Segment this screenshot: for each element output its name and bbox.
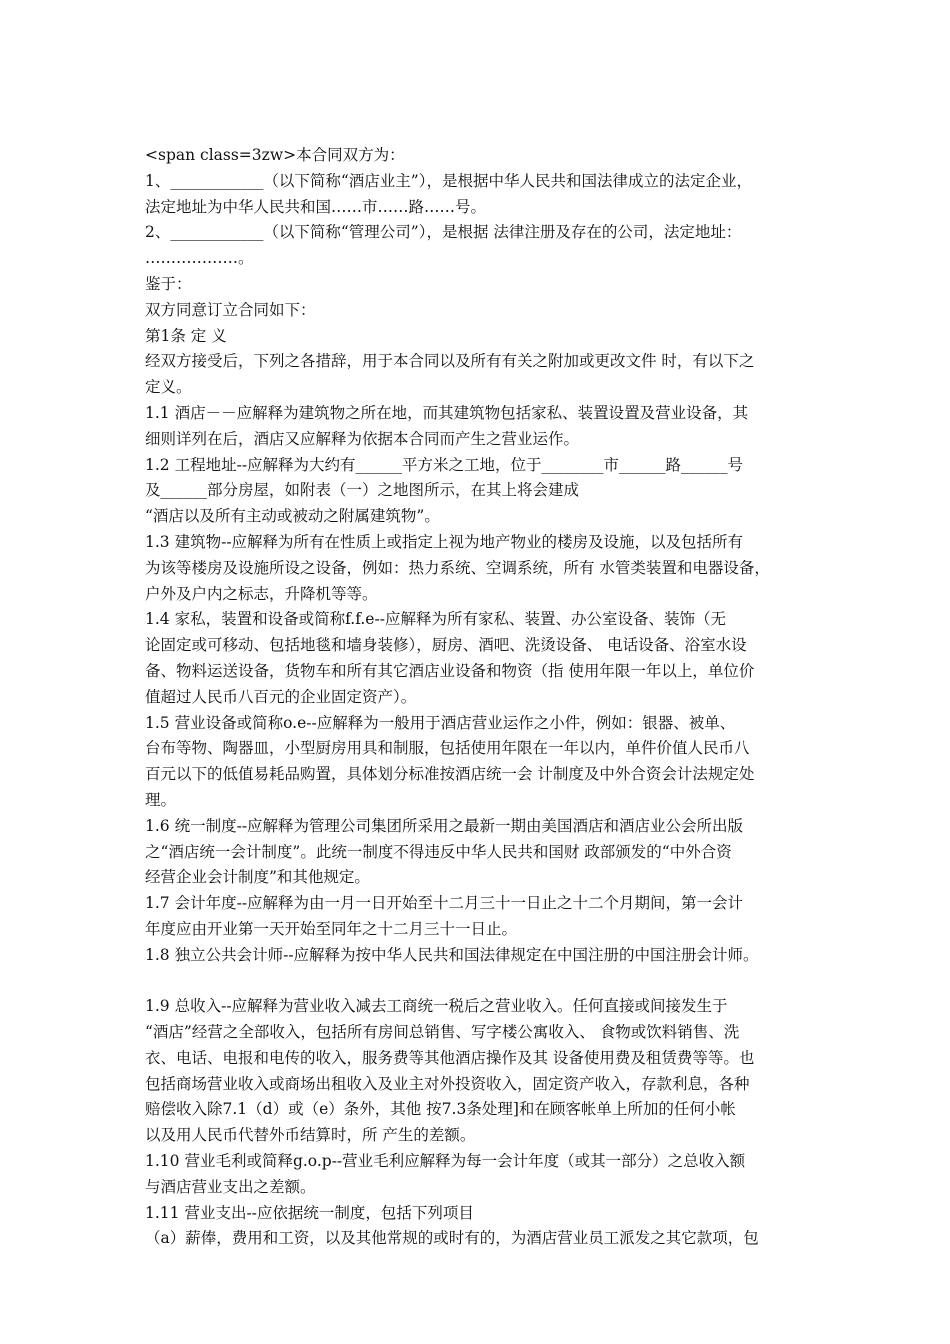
text-line: 1.6 统一制度--应解释为管理公司集团所采用之最新一期由美国酒店和酒店业公会所出版 (145, 816, 744, 835)
text-line: 2、____________（以下简称“管理公司”），是根据 法律注册及存在的公司，法定地址： (145, 223, 742, 242)
text-line: 法定地址为中华人民共和国……市……路……号。 (145, 197, 487, 216)
section-heading: 第1条 定 义 (145, 326, 227, 345)
text-line: ………………。 (145, 249, 254, 268)
text-line: 1.9 总收入--应解释为营业收入减去工商统一税后之营业收入。任何直接或间接发生于 (145, 997, 728, 1016)
text-line: 经营企业会计制度”和其他规定。 (145, 868, 370, 887)
text-line: 1.11 营业支出--应依据统一制度，包括下列项目 (145, 1203, 474, 1222)
text-line: 定义。 (145, 378, 192, 397)
text-line: 双方同意订立合同如下： (145, 300, 316, 319)
text-line: 台布等物、陶器皿，小型厨房用具和制服，包括使用年限在一年以内，单件价值人民币八 (145, 739, 750, 758)
text-line: 衣、电话、电报和电传的收入，服务费等其他酒店操作及其 设备使用费及租赁费等等。也 (145, 1048, 755, 1067)
text-line: 1.3 建筑物--应解释为所有在性质上或指定上视为地产物业的楼房及设施，以及包括所有 (145, 532, 744, 551)
text-line: 值超过人民币八百元的企业固定资产）。 (145, 687, 417, 706)
text-line: （a）薪俸，费用和工资，以及其他常规的或时有的，为酒店营业员工派发之其它款项，包 (145, 1229, 759, 1248)
text-line: 1.8 独立公共会计师--应解释为按中华人民共和国法律规定在中国注册的中国注册会计师。 (145, 945, 759, 964)
text-line: 1.4 家私，装置和设备或简称f.f.e--应解释为所有家私、装置、办公室设备、装饰（无 (145, 610, 726, 629)
text-line: 年度应由开业第一天开始至同年之十二月三十一日止。 (145, 919, 518, 938)
text-line: 以及用人民币代替外币结算时，所 产生的差额。 (145, 1126, 476, 1145)
text-line: 为该等楼房及设施所设之设备，例如：热力系统、空调系统，所有 水管类装置和电器设备， (145, 558, 770, 577)
text-line: 户外及户内之标志，升降机等等。 (145, 584, 378, 603)
text-line: 1.1 酒店－－应解释为建筑物之所在地，而其建筑物包括家私、装置设置及营业设备，其 (145, 403, 749, 422)
text-line: 百元以下的低值易耗品购置，具体划分标准按酒店统一会 计制度及中外合资会计法规定处 (145, 765, 755, 784)
contract-body (145, 143, 815, 1252)
text-line: 之“酒店统一会计制度”。此统一制度不得违反中华人民共和国财 政部颁发的“中外合资 (145, 842, 732, 861)
text-line: 及______部分房屋，如附表（一）之地图所示，在其上将会建成 (145, 481, 580, 500)
text-line: 1.10 营业毛利或简释g.o.p--营业毛利应解释为每一会计年度（或其一部分）之总收入额 (145, 1152, 746, 1171)
text-line: 论固定或可移动、包括地毯和墙身装修），厨房、酒吧、洗烫设备、 电话设备、浴室水设 (145, 636, 747, 655)
text-line: 鉴于： (145, 274, 192, 293)
text-line: 1.7 会计年度--应解释为由一月一日开始至十二月三十一日止之十二个月期间，第一会计 (145, 894, 744, 913)
text-line: 经双方接受后，下列之各措辞，用于本合同以及所有有关之附加或更改文件 时，有以下之 (145, 352, 755, 371)
text-line: <span class=3zw>本合同双方为： (145, 146, 405, 164)
text-line: 赔偿收入除7.1（d）或（e）条外，其他 按7.3条处理]和在顾客帐单上所加的任何小帐 (145, 1100, 736, 1119)
text-line: 1.5 营业设备或简称o.e--应解释为一般用于酒店营业运作之小件，例如：银器、被单、 (145, 713, 736, 732)
text-line: 备、物料运送设备，货物车和所有其它酒店业设备和物资（指 使用年限一年以上，单位价 (145, 661, 755, 680)
blank-line (145, 969, 815, 995)
text-line: 与酒店营业支出之差额。 (145, 1177, 316, 1196)
text-line: “酒店”经营之全部收入，包括所有房间总销售、写字楼公寓收入、 食物或饮料销售、洗 (145, 1023, 740, 1042)
text-line: 细则详列在后，酒店又应解释为依据本合同而产生之营业运作。 (145, 429, 580, 448)
text-line: “酒店以及所有主动或被动之附属建筑物”。 (145, 507, 440, 526)
text-line: 包括商场营业收入或商场出租收入及业主对外投资收入，固定资产收入，存款利息，各种 (145, 1074, 750, 1093)
text-line: 理。 (145, 790, 177, 809)
text-line: 1.2 工程地址--应解释为大约有______平方米之工地，位于________市______路______号 (145, 455, 744, 474)
text-line: 1、____________（以下简称“酒店业主”），是根据中华人民共和国法律成立的法定企业， (145, 171, 752, 190)
